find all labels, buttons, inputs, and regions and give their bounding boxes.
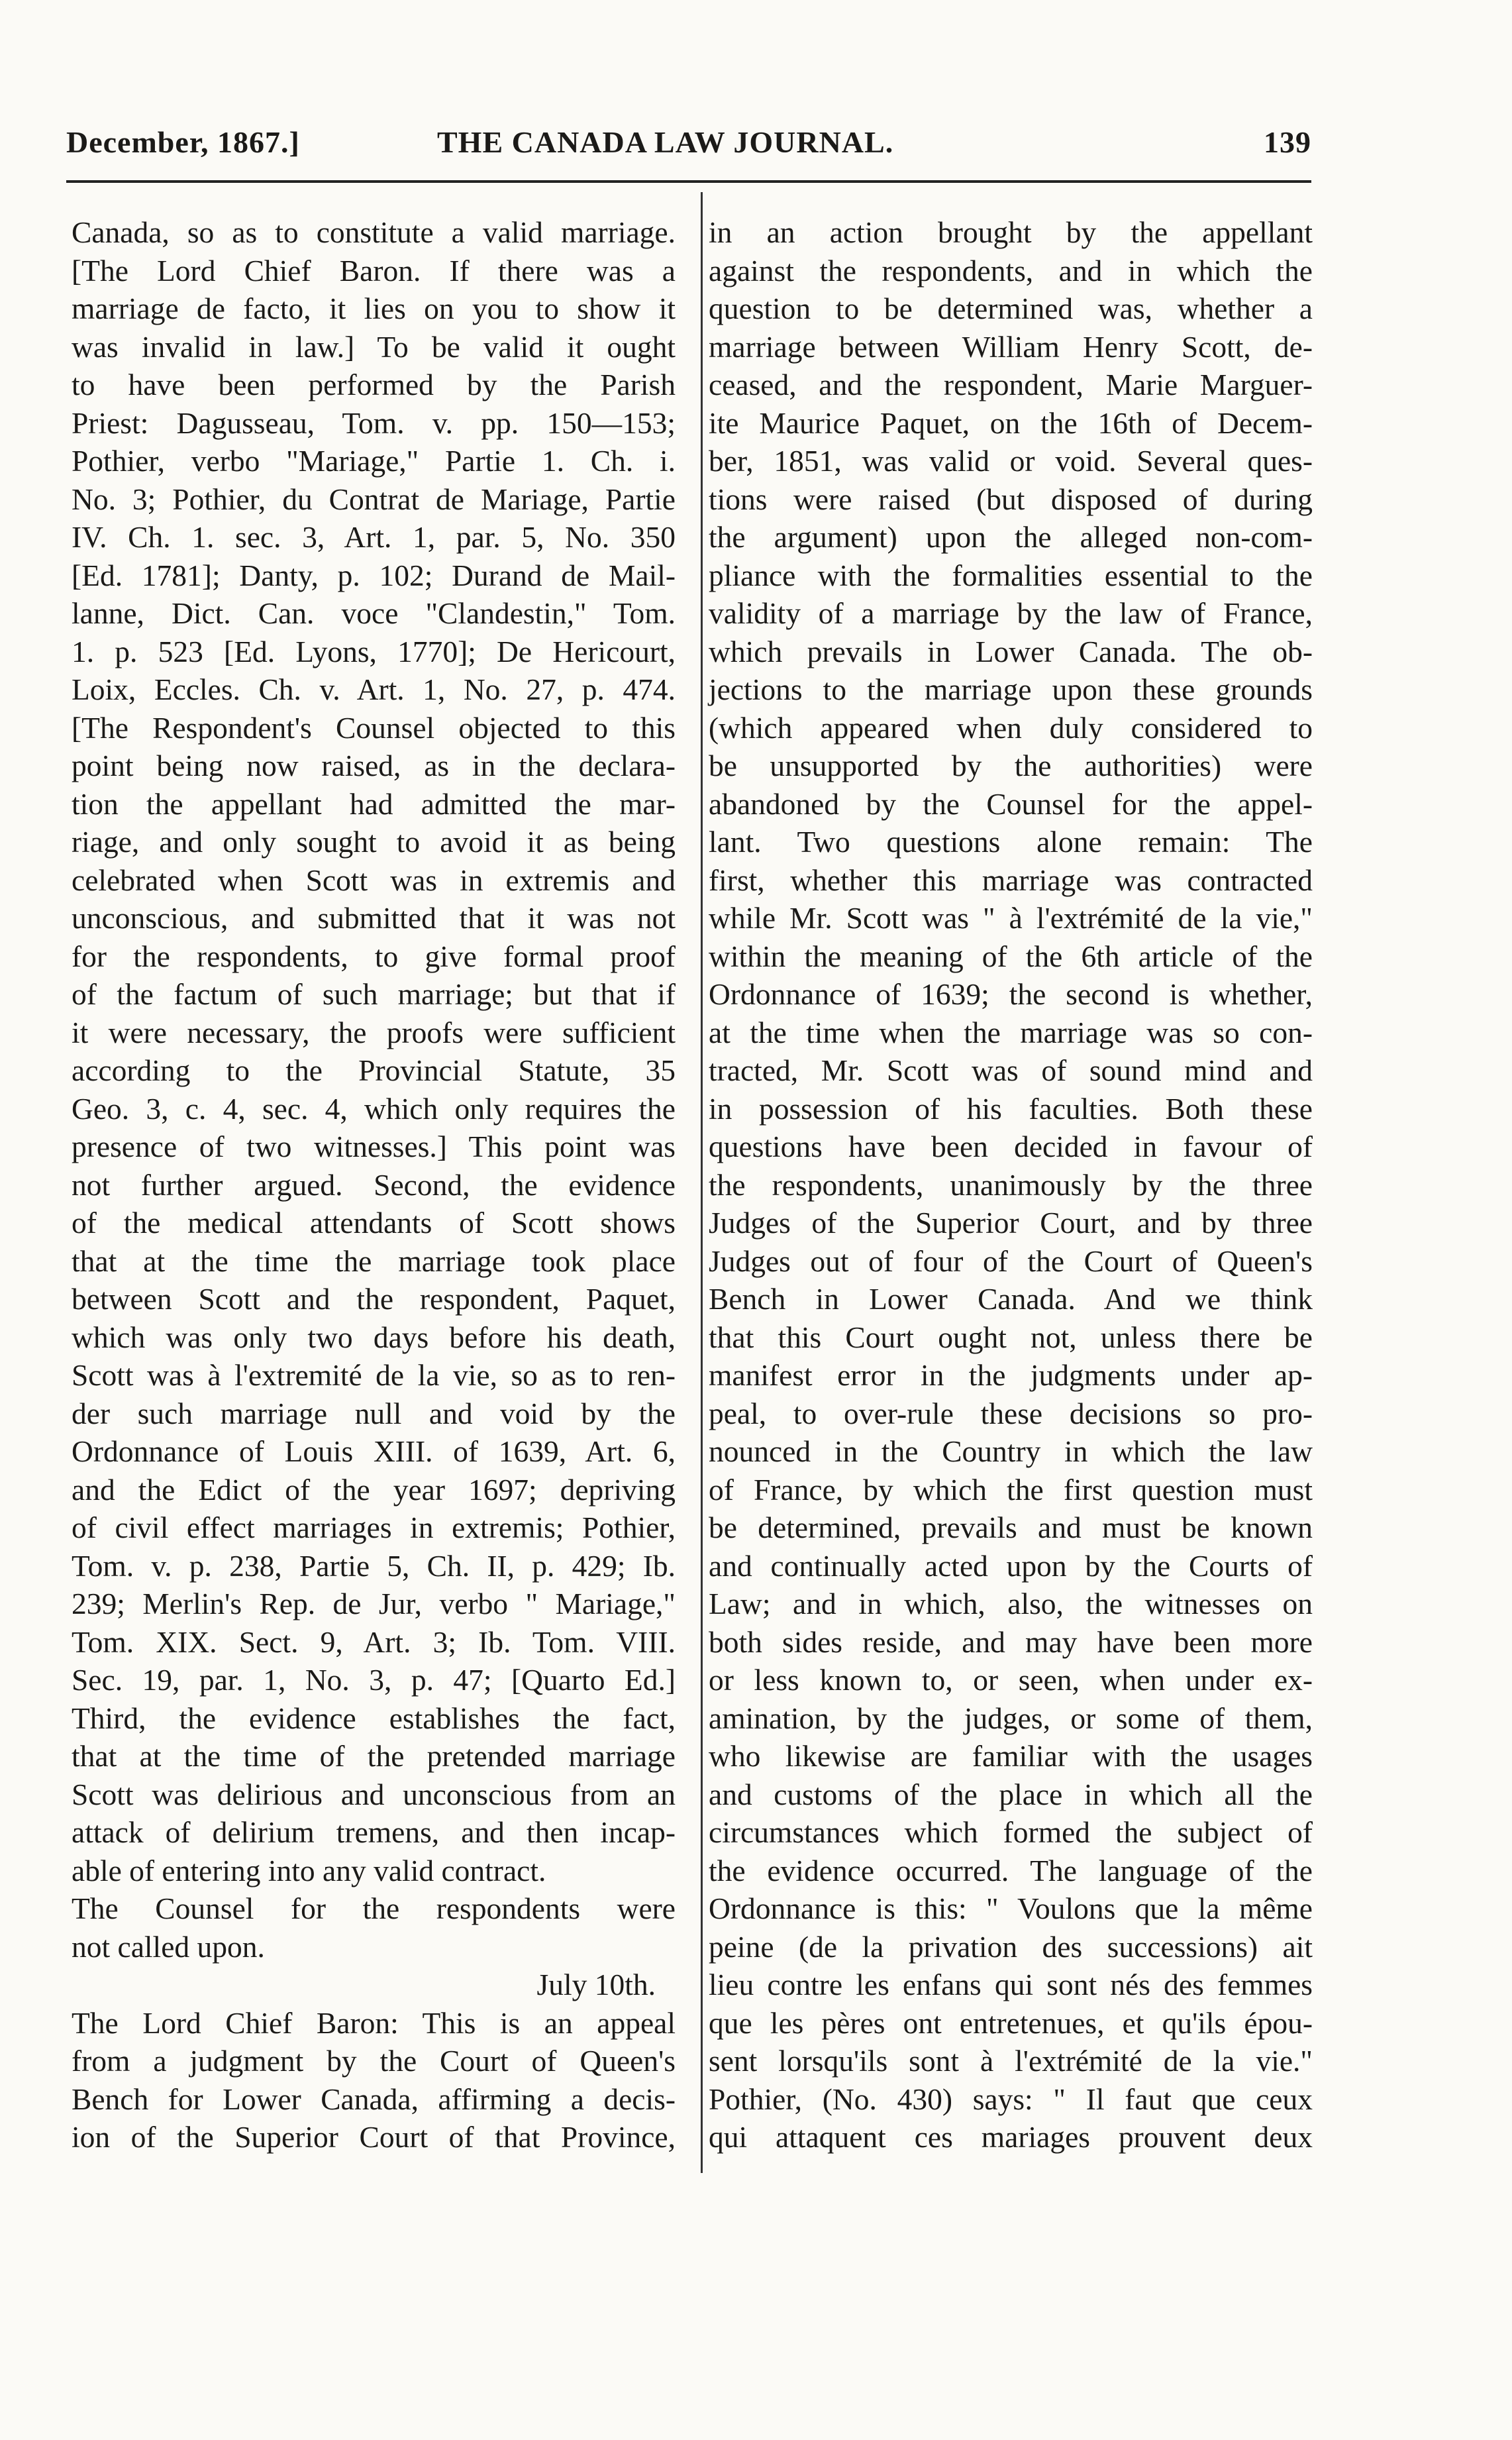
text-line: at the time when the marriage was so con- — [709, 1015, 1313, 1049]
text-line: was invalid in law.] To be valid it ought — [72, 329, 676, 364]
text-line: Law; and in which, also, the witnesses on — [709, 1587, 1313, 1620]
text-line: question to be determined was, whether a — [709, 292, 1313, 325]
text-line: in an action brought by the appellant — [709, 215, 1313, 249]
text-line: abandoned by the Counsel for the appel- — [709, 786, 1313, 821]
right-column — [709, 213, 1313, 2156]
text-line: that this Court ought not, unless there be — [709, 1320, 1313, 1354]
text-line: presence of two witnesses.] This point was — [72, 1130, 676, 1163]
text-line: ion of the Superior Court of that Province, — [72, 2120, 676, 2154]
text-line: Priest: Dagusseau, Tom. v. pp. 150—153; — [72, 405, 676, 440]
text-line: between Scott and the respondent, Paquet, — [72, 1282, 676, 1316]
column-divider — [701, 192, 703, 2173]
text-line: sent lorsqu'ils sont à l'extrémité de la vie." — [709, 2044, 1313, 2078]
text-line: of France, by which the first question must — [709, 1472, 1313, 1507]
text-line: 239; Merlin's Rep. de Jur, verbo " Mariage," — [72, 1587, 676, 1620]
text-line: point being now raised, as in the declara- — [72, 749, 676, 782]
text-line: ite Maurice Paquet, on the 16th of Decem- — [709, 405, 1313, 440]
text-line: of the factum of such marriage; but that if — [72, 977, 676, 1011]
text-line: peine (de la privation des successions) ait — [709, 1929, 1313, 1964]
text-line: lanne, Dict. Can. voce "Clandestin," Tom. — [72, 596, 676, 630]
text-line: peal, to over-rule these decisions so pro- — [709, 1396, 1313, 1430]
text-line: of the medical attendants of Scott shows — [72, 1206, 676, 1240]
text-line: against the respondents, and in which the — [709, 253, 1313, 288]
text-line: first, whether this marriage was contracted — [709, 863, 1313, 897]
text-line: Canada, so as to constitute a valid marriage. — [72, 215, 676, 249]
text-line: and continually acted upon by the Courts of — [709, 1548, 1313, 1583]
text-line: be unsupported by the authorities) were — [709, 749, 1313, 782]
text-line: lant. Two questions alone remain: The — [709, 825, 1313, 859]
text-line: Tom. XIX. Sect. 9, Art. 3; Ib. Tom. VIII. — [72, 1624, 676, 1659]
text-line: jections to the marriage upon these grounds — [709, 672, 1313, 706]
text-line: tion the appellant had admitted the mar- — [72, 786, 676, 821]
text-line: both sides reside, and may have been more — [709, 1624, 1313, 1659]
text-line: the argument) upon the alleged non-com- — [709, 520, 1313, 554]
text-line: which was only two days before his death, — [72, 1320, 676, 1354]
text-line: ceased, and the respondent, Marie Marguer- — [709, 368, 1313, 401]
text-line: Pothier, verbo "Mariage," Partie 1. Ch. i. — [72, 444, 676, 478]
text-line: manifest error in the judgments under ap- — [709, 1358, 1313, 1392]
text-line: Loix, Eccles. Ch. v. Art. 1, No. 27, p. 474. — [72, 672, 676, 706]
text-line: within the meaning of the 6th article of the — [709, 939, 1313, 973]
text-line: que les pères ont entretenues, et qu'ils épou- — [709, 2005, 1313, 2040]
text-line: Scott was delirious and unconscious from an — [72, 1777, 676, 1811]
text-line: the evidence occurred. The language of the — [709, 1853, 1313, 1887]
text-line: Judges out of four of the Court of Queen's — [709, 1244, 1313, 1278]
text-line: Sec. 19, par. 1, No. 3, p. 47; [Quarto Ed.] — [72, 1663, 676, 1697]
text-line: for the respondents, to give formal proof — [72, 939, 676, 973]
text-line: that at the time the marriage took place — [72, 1244, 676, 1278]
text-line: 1. p. 523 [Ed. Lyons, 1770]; De Hericourt, — [72, 634, 676, 668]
text-line: or less known to, or seen, when under ex- — [709, 1663, 1313, 1697]
text-line: marriage de facto, it lies on you to show it — [72, 292, 676, 325]
text-line: Ordonnance is this: " Voulons que la même — [709, 1891, 1313, 1925]
text-line: July 10th. — [536, 1968, 656, 2001]
text-line: The Lord Chief Baron: This is an appeal — [72, 2005, 676, 2040]
text-line: tracted, Mr. Scott was of sound mind and — [709, 1053, 1313, 1087]
text-line: questions have been decided in favour of — [709, 1130, 1313, 1163]
text-line: Geo. 3, c. 4, sec. 4, which only requires the — [72, 1091, 676, 1126]
text-line: amination, by the judges, or some of them, — [709, 1701, 1313, 1735]
text-line: celebrated when Scott was in extremis and — [72, 863, 676, 897]
text-line: (which appeared when duly considered to — [709, 710, 1313, 745]
header-rule — [66, 180, 1311, 183]
text-line: Bench for Lower Canada, affirming a decis- — [72, 2082, 676, 2116]
text-line: to have been performed by the Parish — [72, 368, 676, 401]
text-line: marriage between William Henry Scott, de- — [709, 329, 1313, 364]
text-line: able of entering into any valid contract. — [72, 1853, 546, 1887]
text-line: not further argued. Second, the evidence — [72, 1167, 676, 1202]
text-line: circumstances which formed the subject of — [709, 1815, 1313, 1849]
text-line: Tom. v. p. 238, Partie 5, Ch. II, p. 429; Ib. — [72, 1548, 676, 1583]
text-line: of civil effect marriages in extremis; Pothier, — [72, 1511, 676, 1544]
journal-title: THE CANADA LAW JOURNAL. — [437, 125, 894, 159]
text-line: the respondents, unanimously by the three — [709, 1167, 1313, 1202]
text-line: that at the time of the pretended marriage — [72, 1739, 676, 1773]
text-line: while Mr. Scott was " à l'extrémité de la vie," — [709, 901, 1313, 935]
text-line: Third, the evidence establishes the fact, — [72, 1701, 676, 1735]
text-line: be determined, prevails and must be known — [709, 1511, 1313, 1544]
text-line: Scott was à l'extremité de la vie, so as to ren- — [72, 1358, 676, 1392]
text-line: tions were raised (but disposed of during — [709, 482, 1313, 516]
text-line: Bench in Lower Canada. And we think — [709, 1282, 1313, 1316]
text-line: not called upon. — [72, 1929, 265, 1964]
text-line: who likewise are familiar with the usages — [709, 1739, 1313, 1773]
page-number: 139 — [1264, 125, 1311, 159]
running-header — [66, 125, 1311, 164]
text-line: which prevails in Lower Canada. The ob- — [709, 634, 1313, 668]
text-line: validity of a marriage by the law of France, — [709, 596, 1313, 630]
text-line: in possession of his faculties. Both these — [709, 1091, 1313, 1126]
text-line: [The Respondent's Counsel objected to this — [72, 710, 676, 745]
text-line: The Counsel for the respondents were — [72, 1891, 676, 1925]
text-line: [The Lord Chief Baron. If there was a — [72, 253, 676, 288]
text-line: pliance with the formalities essential to the — [709, 558, 1313, 592]
text-line: ber, 1851, was valid or void. Several ques- — [709, 444, 1313, 478]
text-line: Ordonnance of Louis XIII. of 1639, Art. 6, — [72, 1434, 676, 1468]
text-line: der such marriage null and void by the — [72, 1396, 676, 1430]
text-line: IV. Ch. 1. sec. 3, Art. 1, par. 5, No. 350 — [72, 520, 676, 554]
text-line: nounced in the Country in which the law — [709, 1434, 1313, 1468]
text-line: attack of delirium tremens, and then incap- — [72, 1815, 676, 1849]
text-line: Judges of the Superior Court, and by three — [709, 1206, 1313, 1240]
text-line: No. 3; Pothier, du Contrat de Mariage, Partie — [72, 482, 676, 516]
text-line: and the Edict of the year 1697; depriving — [72, 1472, 676, 1507]
text-line: it were necessary, the proofs were sufficient — [72, 1015, 676, 1049]
text-line: riage, and only sought to avoid it as being — [72, 825, 676, 859]
text-line: [Ed. 1781]; Danty, p. 102; Durand de Mail- — [72, 558, 676, 592]
left-column — [72, 213, 676, 2156]
text-line: unconscious, and submitted that it was not — [72, 901, 676, 935]
text-line: qui attaquent ces mariages prouvent deux — [709, 2120, 1313, 2154]
text-line: Pothier, (No. 430) says: " Il faut que ceux — [709, 2082, 1313, 2116]
text-line: from a judgment by the Court of Queen's — [72, 2044, 676, 2078]
text-line: and customs of the place in which all the — [709, 1777, 1313, 1811]
text-line: according to the Provincial Statute, 35 — [72, 1053, 676, 1087]
text-line: Ordonnance of 1639; the second is whether, — [709, 977, 1313, 1011]
text-line: lieu contre les enfans qui sont nés des femmes — [709, 1968, 1313, 2001]
header-date: December, 1867.] — [66, 125, 300, 159]
